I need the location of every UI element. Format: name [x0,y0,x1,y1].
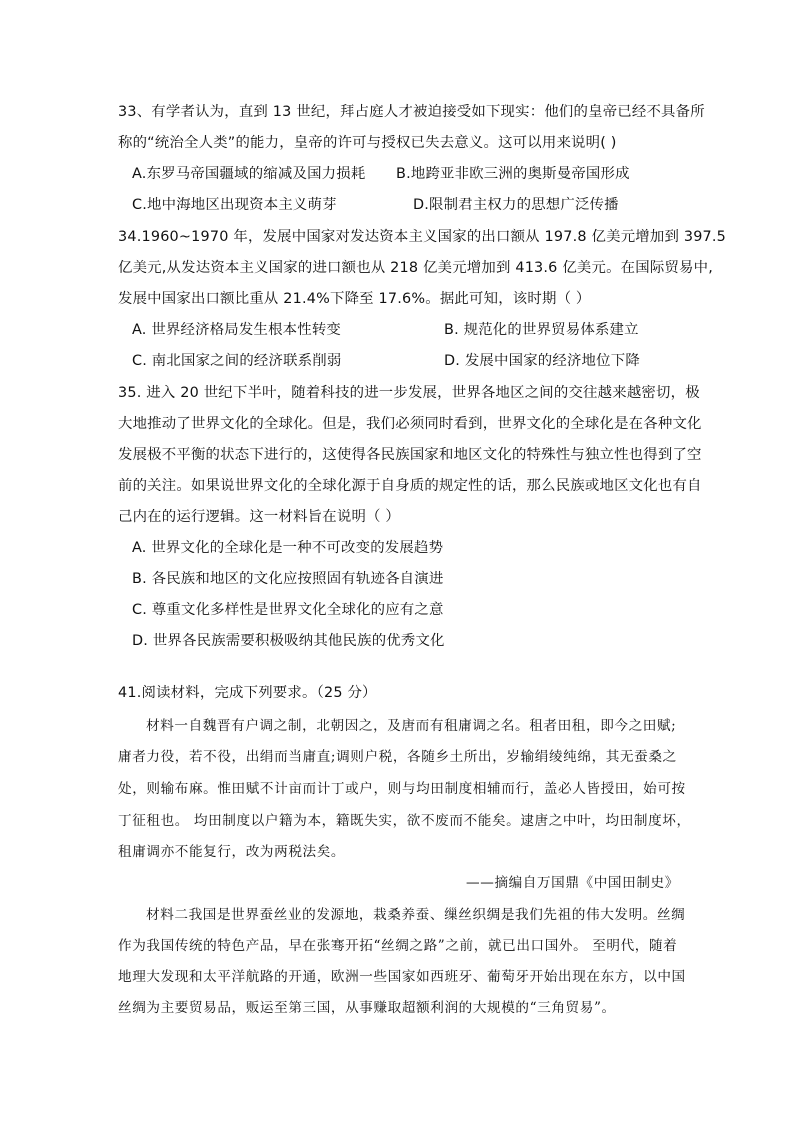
q41-material-2-line-1: 材料二我国是世界蚕丝业的发源地，栽桑养蚕、缫丝织绸是我们先祖的伟大发明。丝绸 [146,907,686,923]
q35-stem-line-3: 发展极不平衡的状态下进行的，这使得各民族国家和地区文化的特殊性与独立性也得到了空 [118,447,702,463]
q41-material-1-line-1: 材料一自魏晋有户调之制，北朝因之，及唐而有租庸调之名。租者田租，即今之田赋; [146,718,677,734]
q41-material-1-source: ——摘编自万国鼎《中国田制史》 [466,875,679,891]
q33-option-a[interactable]: A.东罗马帝国疆域的缩减及国力损耗 [132,166,366,182]
q41-material-2-line-4: 丝绸为主要贸易品，贩运至第三国，从事赚取超额利润的大规模的“三角贸易”。 [118,1000,616,1016]
q34-stem-line-3: 发展中国家出口额比重从 21.4%下降至 17.6%。据此可知，该时期（ ） [118,291,591,307]
q33-stem-line-1: 33、有学者认为，直到 13 世纪，拜占庭人才被迫接受如下现实：他们的皇帝已经不具备所 [118,104,705,120]
q33-option-d[interactable]: D.限制君主权力的思想广泛传播 [413,197,619,213]
q34-stem-line-1: 34.1960~1970 年，发展中国家对发达资本主义国家的出口额从 197.8 亿美元增加到 397.5 [118,229,727,245]
q41-material-2-line-2: 作为我国传统的特色产品，早在张骞开拓“丝绸之路”之前，就已出口国外。 至明代，随着 [118,938,678,954]
q34-stem-line-2: 亿美元,从发达资本主义国家的进口额也从 218 亿美元增加到 413.6 亿美元。在国际贸易中, [118,260,713,276]
q33-stem-line-2: 称的“统治全人类”的能力，皇帝的许可与授权已失去意义。这可以用来说明( ) [118,135,617,151]
q34-option-a[interactable]: A. 世界经济格局发生根本性转变 [132,322,342,338]
q33-option-b[interactable]: B.地跨亚非欧三洲的奥斯曼帝国形成 [396,166,630,182]
q35-stem-line-2: 大地推动了世界文化的全球化。但是，我们必须同时看到，世界文化的全球化是在各种文化 [118,416,702,432]
q35-option-c[interactable]: C. 尊重文化多样性是世界文化全球化的应有之意 [132,602,444,618]
q34-option-c[interactable]: C. 南北国家之间的经济联系削弱 [132,353,342,369]
q34-option-d[interactable]: D. 发展中国家的经济地位下降 [444,353,640,369]
q35-stem-line-1: 35. 进入 20 世纪下半叶，随着科技的进一步发展，世界各地区之间的交往越来越密切，极 [118,385,700,401]
q41-material-2-line-3: 地理大发现和太平洋航路的开通，欧洲一些国家如西班牙、葡萄牙开始出现在东方，以中国 [118,969,686,985]
q41-material-1-line-4: 丁征租也。 均田制度以户籍为本，籍既失实，欲不废而不能矣。逮唐之中叶，均田制度坏， [118,813,691,829]
q41-material-1-line-5: 租庸调亦不能复行，改为两税法矣。 [118,844,346,860]
q35-option-a[interactable]: A. 世界文化的全球化是一种不可改变的发展趋势 [132,540,444,556]
q41-heading: 41.阅读材料，完成下列要求。（25 分） [118,685,377,701]
q35-stem-line-4: 前的关注。如果说世界文化的全球化源于自身质的规定性的话，那么民族或地区文化也有自 [118,478,702,494]
q35-stem-line-5: 己内在的运行逻辑。这一材料旨在说明（ ） [118,509,400,525]
q35-option-b[interactable]: B. 各民族和地区的文化应按照固有轨迹各自演进 [132,571,444,587]
q41-material-1-line-3: 处，则输布麻。惟田赋不计亩而计丁或户，则与均田制度相辅而行，盖必人皆授田，始可按 [118,781,686,797]
q35-option-d[interactable]: D. 世界各民族需要积极吸纳其他民族的优秀文化 [132,633,445,649]
q34-option-b[interactable]: B. 规范化的世界贸易体系建立 [444,322,639,338]
q33-option-c[interactable]: C.地中海地区出现资本主义萌芽 [132,197,337,213]
q41-material-1-line-2: 庸者力役，若不役，出绢而当庸直;调则户税，各随乡土所出，岁输绢绫纯绵，其无蚕桑之 [118,749,677,765]
